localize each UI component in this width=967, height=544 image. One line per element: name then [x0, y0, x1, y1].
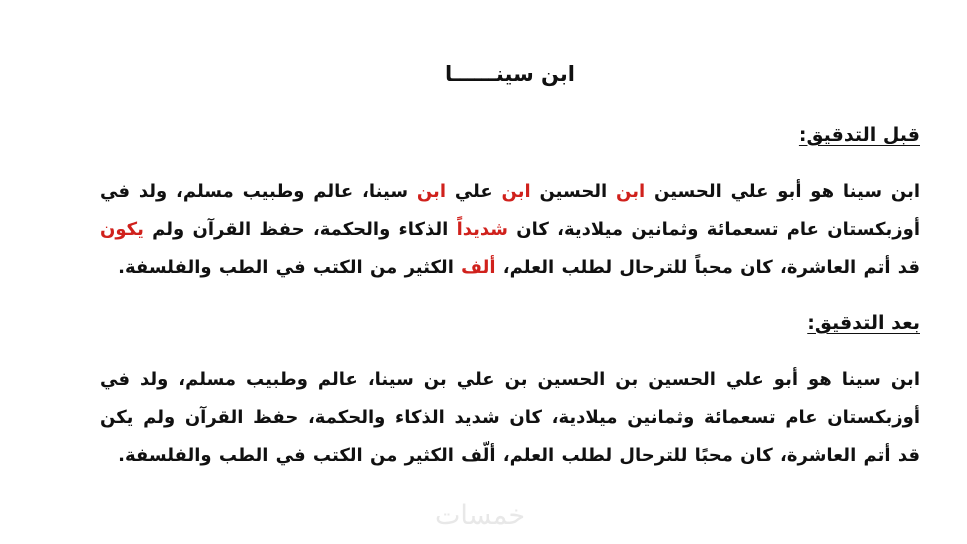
- before-text-segment: قد أتم العاشرة، كان محباً للترحال لطلب العلم،: [495, 257, 920, 278]
- error-highlight: ألف: [461, 257, 496, 278]
- before-text-segment: ابن سينا هو أبو علي الحسين: [645, 181, 920, 202]
- before-text-segment: الكثير من الكتب في الطب والفلسفة.: [118, 257, 462, 278]
- before-review-paragraph: [100, 173, 920, 287]
- after-review-paragraph: ابن سينا هو أبو علي الحسين بن الحسين بن علي بن سينا، عالم وطبيب مسلم، ولد في أوزبكستان عام تسعمائة وثمانين ميلادية، كان شديد الذكاء والحكمة، حفظ القرآن ولم يكن قد أتم العاشرة، كان محبًا للترحال لطلب العلم، ألّف الكثير من الكتب في الطب والفلسفة.: [100, 369, 920, 466]
- document-title: ابن سينــــــا: [444, 62, 576, 86]
- error-highlight: ابن: [501, 181, 531, 202]
- document-page: [100, 0, 920, 544]
- before-text-segment: سينا، عالم وطبيب مسلم، ولد في أوزبكستان عام تسعمائة وثمانين ميلادية، كان: [100, 181, 920, 240]
- error-highlight: شديداً: [456, 219, 509, 240]
- error-highlight: ابن: [616, 181, 646, 202]
- before-text-segment: الذكاء والحكمة، حفظ القرآن ولم: [143, 219, 457, 240]
- after-review-heading: بعد التدقيق:: [807, 312, 920, 334]
- error-highlight: يكون: [100, 219, 144, 240]
- error-highlight: ابن: [416, 181, 446, 202]
- before-text-segment: علي: [446, 181, 502, 202]
- before-review-heading: قبل التدقيق:: [798, 124, 920, 146]
- watermark-logo: خمسات: [434, 500, 526, 531]
- before-text-segment: الحسين: [530, 181, 617, 202]
